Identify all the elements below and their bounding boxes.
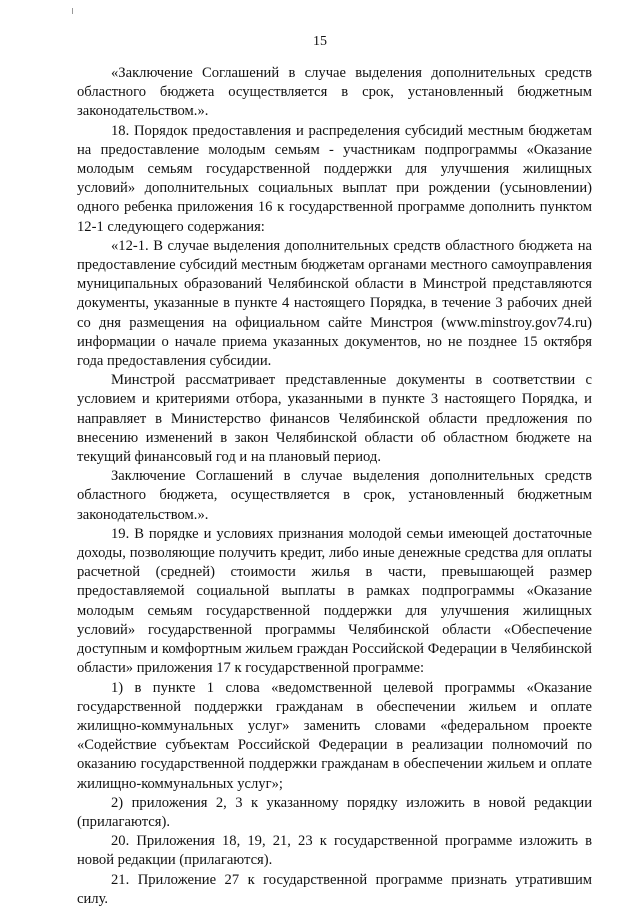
scan-mark [72,8,73,14]
paragraph-minstroy-review: Минстрой рассматривает представленные документы в соответствии с условием и критериями отбора, указанными в пункте 3 настоящего Порядка, и направляет в Министерство финансов Челябинской области предложения по внесению изменений в закон Челябинской области об областном бюджете на текущий финансовый год и на плановый период. [77,372,592,466]
paragraph-item-20: 20. Приложения 18, 19, 21, 23 к государственной программе изложить в новой редакции (прилагаются). [77,833,592,869]
paragraph-item-19: 19. В порядке и условиях признания молодой семьи имеющей достаточные доходы, позволяющие получить кредит, либо иные денежные средства для оплаты расчетной (средней) стоимости жилья в части, превышающей размер предоставляемой социальной выплаты в рамках подпрограммы «Оказание молодым семьям государственной поддержки для улучшения жилищных условий» государственной программы Челябинской области «Обеспечение доступным и комфортным жильем граждан Российской Федерации в Челябинской области» приложения 17 к государственной программе: [77,525,592,677]
paragraph-item-18: 18. Порядок предоставления и распределения субсидий местным бюджетам на предоставление молодым семьям - участникам подпрограммы «Оказание молодым семьям государственной поддержки для улучшения жилищных условий» дополнительных социальных выплат при рождении (усыновлении) одного ребенка приложения 16 к государственной программе дополнить пунктом 12-1 следующего содержания: [77,122,592,235]
paragraph-agreement-conclusion: «Заключение Соглашений в случае выделения дополнительных средств областного бюджета осуществляется в срок, установленный бюджетным законодательством.». [77,65,592,120]
paragraph-subitem-1: 1) в пункте 1 слова «ведомственной целевой программы «Оказание государственной поддержки гражданам в обеспечении жильем и оплате жилищно-коммунальных услуг» заменить словами «федеральном проекте «Содействие субъектам Российской Федерации в реализации полномочий по оказанию государственной поддержки гражданам в обеспечении жильем и оплате жилищно-коммунальных услуг»; [77,679,592,792]
paragraph-item-12-1: «12-1. В случае выделения дополнительных средств областного бюджета на предоставление субсидий местным бюджетам органами местного самоуправления муниципальных образований Челябинской области в Минстрой представляются документы, указанные в пункте 4 настоящего Порядка, в течение 3 рабочих дней со дня размещения на официальном сайте Минстроя (www.minstroy.gov74.ru) информации о начале приема указанных документов, но не позднее 15 октября года предоставления субсидии. [77,237,592,370]
paragraph-item-21: 21. Приложение 27 к государственной программе признать утратившим силу. [77,871,592,907]
paragraph-subitem-2: 2) приложения 2, 3 к указанному порядку изложить в новой редакции (прилагаются). [77,794,592,830]
page-number: 15 [313,34,327,49]
paragraph-agreement-conclusion-2: Заключение Соглашений в случае выделения дополнительных средств областного бюджета, осуществляется в срок, установленный бюджетным законодательством.». [77,468,592,523]
document-body [77,64,592,909]
